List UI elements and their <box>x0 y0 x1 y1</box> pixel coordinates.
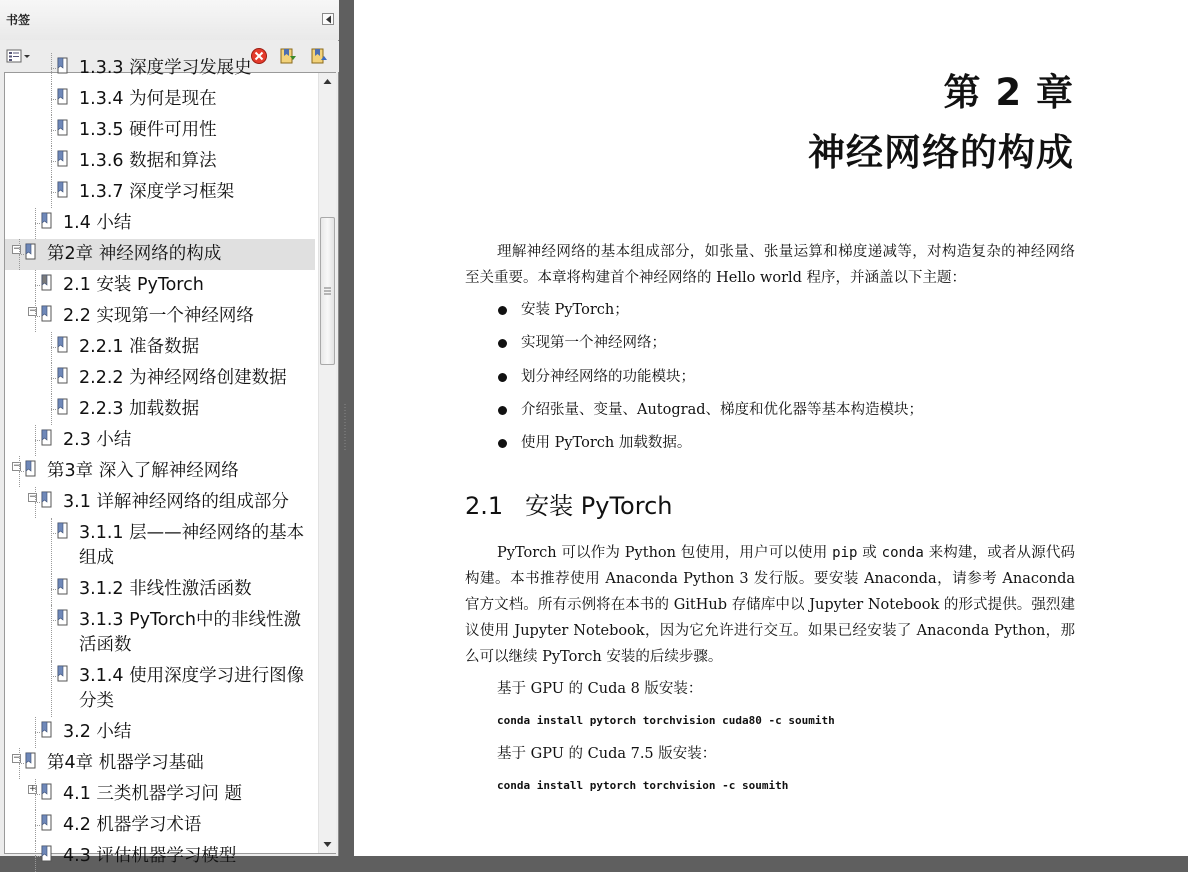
bookmark-icon <box>57 88 69 106</box>
tree-guide-line <box>19 748 20 779</box>
tree-guide-line <box>19 239 20 270</box>
bookmark-icon <box>25 752 37 770</box>
bookmark-label: 4.1 三类机器学习问 题 <box>63 784 242 804</box>
tree-guide-line <box>51 146 52 177</box>
bookmark-icon <box>41 212 53 230</box>
bookmark-label: 1.3.7 深度学习框架 <box>79 182 235 202</box>
scroll-down-button[interactable] <box>319 836 336 853</box>
bookmark-label: 1.3.6 数据和算法 <box>79 151 217 171</box>
bookmark-label: 2.2.1 准备数据 <box>79 337 200 357</box>
bookmark-item[interactable] <box>5 456 315 487</box>
bookmark-item[interactable] <box>5 270 315 301</box>
tree-guide-line <box>35 208 36 239</box>
pip-code: pip <box>832 545 858 561</box>
collapse-toggle[interactable]: − <box>13 753 21 763</box>
bookmark-icon <box>57 336 69 354</box>
bookmarks-panel <box>0 0 339 866</box>
tree-guide-line <box>51 53 52 84</box>
tree-guide-line <box>51 518 52 574</box>
tree-guide-line <box>35 841 36 872</box>
bookmark-label: 3.2 小结 <box>63 722 132 742</box>
bookmark-item[interactable] <box>5 779 315 810</box>
bookmark-icon <box>41 845 53 863</box>
bookmark-label: 4.3 评估机器学习模型 <box>63 846 237 866</box>
bookmark-label: 1.3.5 硬件可用性 <box>79 120 217 140</box>
bookmark-icon <box>41 721 53 739</box>
intro-paragraph: 理解神经网络的基本组成部分，如张量、张量运算和梯度递减等，对构造复杂的神经网络至关重要。本章将构建首个神经网络的 Hello world 程序，并涵盖以下主题： <box>465 244 1075 286</box>
bookmark-item[interactable] <box>5 146 315 177</box>
collapse-toggle[interactable]: − <box>29 306 37 316</box>
bookmark-label: 3.1.3 PyTorch中的非线性激 <box>79 610 301 630</box>
section-title: 安装 PyTorch <box>525 492 673 520</box>
tree-guide-line <box>35 717 36 748</box>
bookmark-label: 3.1 详解神经网络的组成部分 <box>63 492 289 512</box>
bookmark-label: 1.3.3 深度学习发展史 <box>79 58 252 78</box>
bookmark-icon <box>57 665 69 683</box>
tree-guide-line <box>35 487 36 518</box>
bookmark-item[interactable] <box>5 717 315 748</box>
panel-title: 书签 <box>6 13 31 27</box>
bookmark-icon <box>57 578 69 596</box>
bookmark-label-continued: 组成 <box>79 548 114 568</box>
cuda8-label: 基于 GPU 的 Cuda 8 版安装： <box>497 681 703 697</box>
collapse-toggle[interactable]: − <box>13 244 21 254</box>
tree-guide-line <box>51 605 52 661</box>
tree-guide-line <box>35 301 36 332</box>
topic-item: 介绍张量、变量、Autograd、梯度和优化器等基本构造模块； <box>496 397 923 430</box>
bookmark-label-continued: 活函数 <box>79 635 132 655</box>
bookmark-label: 2.2.2 为神经网络创建数据 <box>79 368 287 388</box>
bookmark-item[interactable] <box>5 661 315 717</box>
panel-header <box>0 0 339 40</box>
collapse-panel-button[interactable] <box>322 13 334 25</box>
bookmark-icon <box>57 119 69 137</box>
collapse-toggle[interactable]: − <box>13 461 21 471</box>
panel-splitter[interactable] <box>340 0 354 856</box>
cuda75-command: conda install pytorch torchvision -c soumith <box>497 779 789 792</box>
tree-guide-line <box>51 574 52 605</box>
arrow-up-icon <box>319 73 336 90</box>
bookmark-tree[interactable] <box>4 58 336 866</box>
tree-guide-line <box>35 270 36 301</box>
bookmark-label: 第4章 机器学习基础 <box>47 753 204 773</box>
bookmark-icon <box>57 367 69 385</box>
tree-guide-line <box>51 332 52 363</box>
section-number: 2.1 <box>465 492 504 520</box>
expand-toggle[interactable]: + <box>29 784 37 794</box>
bookmark-item[interactable] <box>5 208 315 239</box>
bookmark-item[interactable] <box>5 84 315 115</box>
topic-item: 安装 PyTorch； <box>496 297 923 330</box>
bookmark-item[interactable] <box>5 239 315 270</box>
bookmark-item[interactable] <box>5 363 315 394</box>
bookmark-item[interactable] <box>5 332 315 363</box>
tree-guide-line <box>51 84 52 115</box>
install-paragraph: PyTorch 可以作为 Python 包使用，用户可以使用 pip 或 conda 来构建，或者从源代码构建。本书推荐使用 Anaconda Python 3 发行版。要安装 Anaconda，请参考 Anaconda 官方文档。所有示例将在本书的 GitHub 存储库中以 Jupyter Notebook 的形式提供。强烈建议使用 Jupyter Notebook，因为它允许进行交互。如果已经安装了 Anaconda Python，那么可以继续 PyTorch 安装的后续步骤。 <box>465 545 1076 665</box>
bookmark-item[interactable] <box>5 425 315 456</box>
cuda8-command: conda install pytorch torchvision cuda80 -c soumith <box>497 714 835 727</box>
tree-guide-line <box>51 394 52 425</box>
tree-guide-line <box>51 115 52 146</box>
topic-list <box>496 297 923 463</box>
bookmark-item[interactable] <box>5 301 315 332</box>
tree-guide-line <box>35 779 36 810</box>
bookmark-item[interactable] <box>5 518 315 574</box>
cuda75-label: 基于 GPU 的 Cuda 7.5 版安装： <box>497 746 717 762</box>
bookmark-label: 2.2 实现第一个神经网络 <box>63 306 254 326</box>
bookmark-icon <box>57 522 69 540</box>
bookmark-item[interactable] <box>5 841 315 872</box>
bookmark-icon <box>57 181 69 199</box>
bookmark-label: 2.3 小结 <box>63 430 132 450</box>
tree-guide-line <box>51 177 52 208</box>
chapter-number: 第 2 章 <box>943 71 1074 114</box>
bookmark-icon <box>41 305 53 323</box>
bookmark-icon <box>41 491 53 509</box>
splitter-grip-icon <box>343 404 347 452</box>
bookmark-label: 2.1 安装 PyTorch <box>63 275 204 295</box>
bookmark-icon <box>57 57 69 75</box>
bookmark-label: 4.2 机器学习术语 <box>63 815 202 835</box>
bookmark-label: 第3章 深入了解神经网络 <box>47 461 239 481</box>
bookmark-item[interactable] <box>5 394 315 425</box>
tree-guide-line <box>51 363 52 394</box>
topic-item: 实现第一个神经网络； <box>496 330 923 363</box>
bookmark-label: 3.1.4 使用深度学习进行图像 <box>79 666 305 686</box>
bookmark-item[interactable] <box>5 177 315 208</box>
bookmark-icon <box>41 274 53 292</box>
tree-guide-line <box>19 456 20 487</box>
section-heading <box>465 486 673 521</box>
bookmark-item[interactable] <box>5 53 315 84</box>
bookmark-label: 3.1.1 层——神经网络的基本 <box>79 523 305 543</box>
grip-lines-icon <box>321 218 334 364</box>
bookmark-label: 1.3.4 为何是现在 <box>79 89 217 109</box>
tree-guide-line <box>51 661 52 717</box>
bookmark-item[interactable] <box>5 115 315 146</box>
tree-guide-line <box>35 425 36 456</box>
bookmark-icon <box>57 398 69 416</box>
scrollbar-thumb[interactable] <box>320 217 335 365</box>
chapter-title: 神经网络的构成 <box>808 131 1074 174</box>
document-page <box>354 0 1188 856</box>
bookmark-item[interactable] <box>5 748 315 779</box>
bookmark-icon <box>57 609 69 627</box>
bookmark-label: 2.2.3 加载数据 <box>79 399 200 419</box>
bookmark-label-continued: 分类 <box>79 691 114 711</box>
bookmark-item[interactable] <box>5 810 315 841</box>
collapse-toggle[interactable]: − <box>29 492 37 502</box>
tree-scrollbar[interactable] <box>318 73 336 853</box>
bookmark-icon <box>41 783 53 801</box>
bookmark-item[interactable] <box>5 574 315 605</box>
arrow-down-icon <box>319 836 336 853</box>
bookmark-label: 3.1.2 非线性激活函数 <box>79 579 252 599</box>
tree-guide-line <box>35 810 36 841</box>
topic-item: 使用 PyTorch 加载数据。 <box>496 430 923 463</box>
bookmark-icon <box>41 814 53 832</box>
bookmark-icon <box>25 243 37 261</box>
bookmark-item[interactable] <box>5 605 315 661</box>
bookmark-label: 第2章 神经网络的构成 <box>47 244 222 264</box>
triangle-left-icon <box>325 15 333 24</box>
bookmark-icon <box>41 429 53 447</box>
scroll-up-button[interactable] <box>319 73 336 90</box>
bookmark-icon <box>57 150 69 168</box>
conda-code: conda <box>881 545 924 561</box>
topic-item: 划分神经网络的功能模块； <box>496 364 923 397</box>
bookmark-icon <box>25 460 37 478</box>
bookmark-label: 1.4 小结 <box>63 213 132 233</box>
bookmark-item[interactable] <box>5 487 315 518</box>
